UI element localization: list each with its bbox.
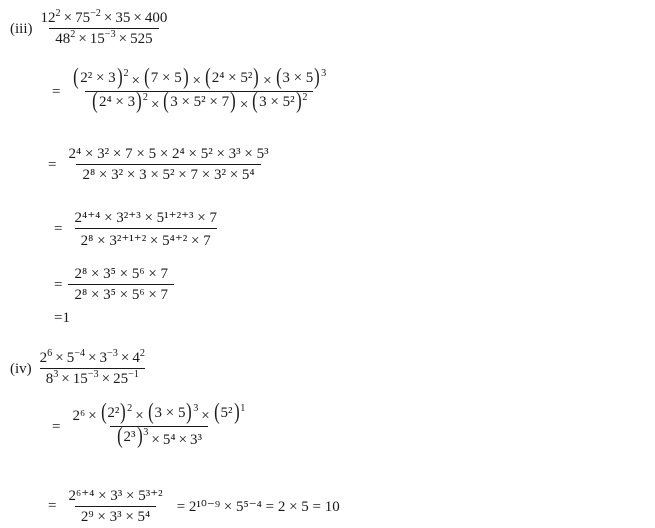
times-icon: ×: [151, 432, 160, 448]
term: $12^2$: [40, 8, 61, 26]
fraction-denominator: [110, 423, 208, 449]
step-fraction: [68, 266, 174, 304]
equals-sign: =: [54, 276, 63, 293]
fraction-numerator: [66, 64, 332, 91]
term: $3^{-3}$: [99, 348, 118, 366]
term: 3³: [190, 432, 203, 448]
part-iv-final-line: [48, 486, 340, 526]
part-iii-result: [54, 310, 70, 327]
fraction-numerator: 2⁴⁺⁴ × 3²⁺³ × 5¹⁺²⁺³ × 7: [74, 210, 217, 226]
group: ( 3 × 5² × 7 ): [163, 88, 236, 114]
step-fraction: [66, 64, 332, 114]
term: $48^2$: [55, 29, 76, 47]
times-icon: ×: [135, 408, 144, 424]
part-iii-step-2: [48, 146, 277, 184]
part-iii-step-3: [54, 208, 225, 250]
term: $2^6$: [39, 348, 53, 366]
times-icon: ×: [131, 73, 140, 89]
group: ( 3 × 5² ) 2: [252, 88, 308, 114]
step-fraction: [62, 486, 168, 526]
fraction-denominator: 2⁸ × 3⁵ × 5⁶ × 7: [68, 284, 174, 304]
term: 525: [130, 31, 153, 47]
part-iii-problem-fraction: [35, 10, 174, 48]
equals-sign: =: [54, 220, 63, 237]
part-iv-problem-row: [10, 350, 153, 388]
term: $25^{-1}$: [113, 369, 139, 387]
part-iii-step-4: [54, 266, 176, 304]
times-icon: ×: [151, 97, 160, 113]
fraction-denominator: 2⁹ × 3³ × 5⁴: [75, 506, 156, 526]
term: $15^{-3}$: [89, 29, 116, 47]
times-icon: ×: [55, 350, 64, 366]
step-fraction: [62, 146, 274, 184]
part-iii-problem-row: [10, 10, 175, 48]
group: ( 7 × 5 ): [144, 64, 189, 90]
times-icon: ×: [133, 10, 142, 26]
group: ( 3 × 5 ) 3: [275, 64, 327, 90]
fraction-numerator: [35, 10, 174, 28]
times-icon: ×: [192, 73, 201, 89]
equals-sign: =: [48, 497, 57, 514]
part-iii-label: (iii): [10, 20, 33, 37]
fraction-denominator: 2⁸ × 3²⁺¹⁺² × 5⁴⁺² × 7: [75, 228, 217, 250]
times-icon: ×: [263, 73, 272, 89]
fraction-denominator: 2⁸ × 3² × 3 × 5² × 7 × 3² × 5⁴: [76, 164, 260, 184]
times-icon: ×: [201, 408, 210, 424]
result-text: =1: [54, 310, 70, 326]
times-icon: ×: [88, 350, 97, 366]
times-icon: ×: [178, 432, 188, 448]
times-icon: ×: [101, 371, 111, 387]
fraction-denominator: [85, 88, 313, 114]
part-iv-problem-fraction: [34, 350, 151, 388]
fraction-denominator: [40, 368, 145, 388]
times-icon: ×: [61, 371, 70, 387]
group: ( 2³ ) 3: [116, 423, 149, 449]
term: 35: [115, 10, 131, 26]
times-icon: ×: [118, 31, 128, 47]
term: $15^{-3}$: [72, 369, 99, 387]
group: ( 2⁴ × 5² ): [205, 64, 260, 90]
final-answer: = 2¹⁰⁻⁹ × 5⁵⁻⁴ = 2 × 5 = 10: [176, 498, 340, 515]
times-icon: ×: [103, 10, 113, 26]
fraction-numerator: 2⁸ × 3⁵ × 5⁶ × 7: [74, 266, 169, 282]
part-iii-step-1: [52, 64, 334, 114]
group: ( 5² ) 1: [213, 399, 246, 425]
part-iv-step-1: [52, 399, 253, 449]
group: ( 2⁴ × 3 ) 2: [92, 88, 148, 114]
step-fraction: [66, 399, 251, 449]
equals-sign: =: [48, 156, 57, 173]
term: 5⁴: [162, 432, 176, 448]
part-iv-label: (iv): [10, 360, 32, 377]
group: ( 2² ) 2: [100, 399, 133, 425]
times-icon: ×: [63, 10, 73, 26]
fraction-numerator: [34, 350, 151, 368]
term: $8^3$: [45, 369, 59, 387]
equals-sign: =: [52, 83, 61, 100]
term: $4^2$: [132, 348, 145, 366]
group: ( 3 × 5 ) 3: [147, 399, 199, 425]
fraction-numerator: 2⁴ × 3² × 7 × 5 × 2⁴ × 5² × 3³ × 5³: [68, 146, 269, 162]
term: $5^{-4}$: [66, 348, 86, 366]
times-icon: ×: [239, 97, 249, 113]
term: $75^{-2}$: [75, 8, 101, 26]
times-icon: ×: [78, 31, 87, 47]
step-fraction: [68, 208, 223, 250]
fraction-numerator: [66, 399, 251, 426]
fraction-numerator: 2⁶⁺⁴ × 3³ × 5³⁺²: [68, 488, 163, 504]
times-icon: ×: [88, 408, 97, 424]
fraction-denominator: [49, 28, 158, 48]
term: 2⁶: [72, 408, 86, 424]
group: ( 2² × 3 ) 2: [73, 64, 129, 90]
times-icon: ×: [120, 350, 130, 366]
equals-sign: =: [52, 418, 61, 435]
term: 400: [144, 10, 168, 26]
